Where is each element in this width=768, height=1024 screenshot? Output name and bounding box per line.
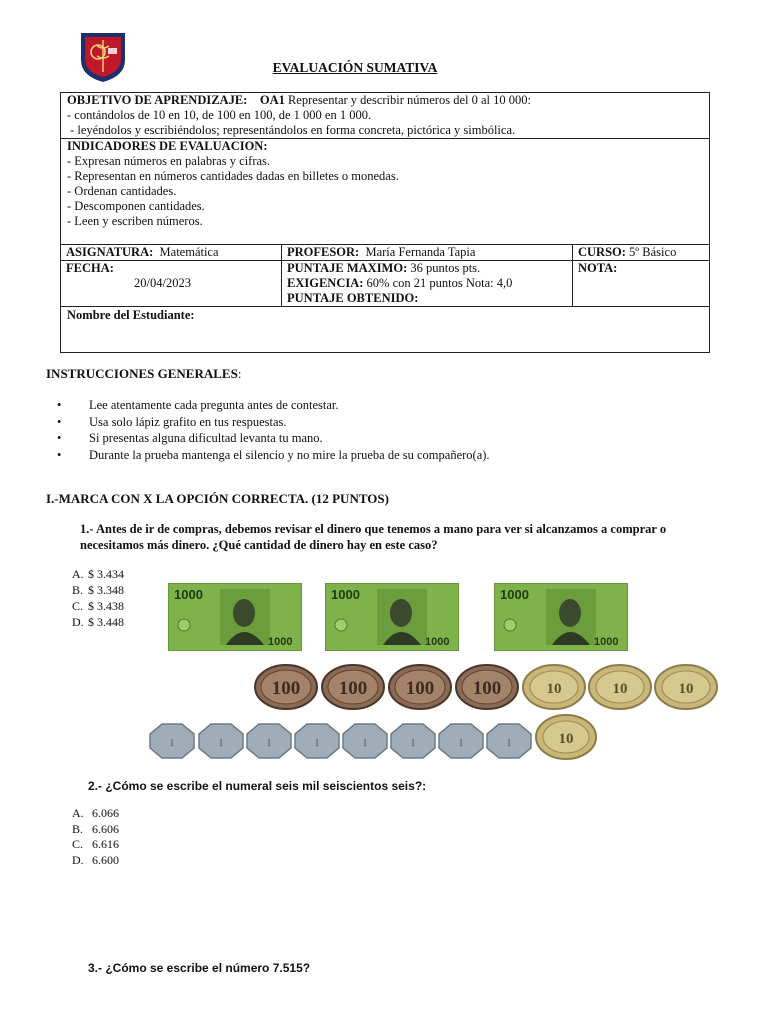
coin-100-image <box>388 664 452 710</box>
option-c[interactable]: C. 6.616 <box>72 837 119 851</box>
section-title: I.-MARCA CON X LA OPCIÓN CORRECTA. (12 PUNTOS) <box>46 491 389 506</box>
coin-1-image <box>293 722 341 760</box>
page-title: EVALUACIÓN SUMATIVA <box>272 60 438 75</box>
svg-text:1: 1 <box>314 737 320 749</box>
list-item: • Usa solo lápiz grafito en tus respuestas. <box>52 414 490 431</box>
subject-row: ASIGNATURA: Matemática PROFESOR: María Fernanda Tapia CURSO: 5º Básico <box>61 245 709 261</box>
coin-10-image <box>654 664 718 710</box>
student-name-cell[interactable]: Nombre del Estudiante: <box>67 308 195 322</box>
coin-10-image <box>535 714 597 760</box>
date-row: FECHA: 20/04/2023 PUNTAJE MAXIMO: 36 puntos pts. EXIGENCIA: 60% con 21 puntos Nota: 4,0 PUNTAJE OBTENIDO: NOTA: <box>61 261 709 307</box>
coin-1-image <box>437 722 485 760</box>
option-c[interactable]: C. $ 3.438 <box>72 599 124 613</box>
coin-1-image <box>485 722 533 760</box>
question-2-options <box>72 806 119 868</box>
list-item: • Lee atentamente cada pregunta antes de contestar. <box>52 397 490 414</box>
header-table <box>60 92 710 353</box>
coin-1-image <box>197 722 245 760</box>
svg-text:1: 1 <box>410 737 416 749</box>
coin-1-image <box>341 722 389 760</box>
svg-text:100: 100 <box>472 678 502 699</box>
coin-100-image <box>321 664 385 710</box>
svg-text:10: 10 <box>558 731 574 747</box>
svg-text:1000: 1000 <box>425 636 450 648</box>
objective-cell: OBJETIVO DE APRENDIZAJE: OA1 Representar y describir números del 0 al 10 000: - contándolos de 10 en 10, de 100 en 100, de 1 000 en 1 000. - leyéndolos y escribiéndolos; representándolos en forma concreta, pictórica y simbólica. <box>61 93 709 139</box>
svg-text:1000: 1000 <box>268 636 293 648</box>
svg-text:10: 10 <box>546 681 562 697</box>
coin-100-image <box>254 664 318 710</box>
svg-text:1: 1 <box>458 737 464 749</box>
svg-text:10: 10 <box>612 681 628 697</box>
bill-1000-image <box>168 583 302 651</box>
svg-text:1: 1 <box>266 737 272 749</box>
svg-text:100: 100 <box>271 678 301 699</box>
svg-text:1: 1 <box>218 737 224 749</box>
svg-text:1000: 1000 <box>594 636 619 648</box>
list-item: • Si presentas alguna dificultad levanta tu mano. <box>52 430 490 447</box>
svg-text:100: 100 <box>338 678 368 699</box>
list-item: • Durante la prueba mantenga el silencio y no mire la prueba de su compañero(a). <box>52 447 490 464</box>
indicators-cell: INDICADORES DE EVALUACION: - Expresan números en palabras y cifras. - Representan en números cantidades dadas en billetes o monedas. - Ordenan cantidades. - Descomponen cantidades. - Leen y escriben números. <box>61 139 709 245</box>
option-b[interactable]: B. $ 3.348 <box>72 583 124 597</box>
svg-text:1000: 1000 <box>331 587 360 602</box>
svg-text:1000: 1000 <box>174 587 203 602</box>
svg-text:100: 100 <box>405 678 435 699</box>
question-1-options <box>72 566 124 630</box>
instructions-title: INSTRUCCIONES GENERALES: <box>46 366 242 381</box>
coin-1-image <box>148 722 196 760</box>
coin-100-image <box>455 664 519 710</box>
option-b[interactable]: B. 6.606 <box>72 821 119 836</box>
coin-1-image <box>245 722 293 760</box>
svg-text:1: 1 <box>506 737 512 749</box>
svg-text:1: 1 <box>169 737 175 749</box>
question-1: 1.- Antes de ir de compras, debemos revisar el dinero que tenemos a mano para ver si alcanzamos a comprar o necesitamos más dinero. ¿Qué cantidad de dinero hay en este caso? <box>80 522 667 552</box>
option-d[interactable]: D. $ 3.448 <box>72 615 124 629</box>
bill-1000-image <box>325 583 459 651</box>
bill-1000-image <box>494 583 628 651</box>
instructions-list <box>52 397 490 463</box>
svg-text:1: 1 <box>362 737 368 749</box>
coin-10-image <box>588 664 652 710</box>
option-d[interactable]: D. 6.600 <box>72 852 119 867</box>
question-2: 2.- ¿Cómo se escribe el numeral seis mil seiscientos seis?: <box>88 779 427 793</box>
coin-1-image <box>389 722 437 760</box>
option-a[interactable]: A. 6.066 <box>72 806 119 820</box>
svg-text:1000: 1000 <box>500 587 529 602</box>
question-3: 3.- ¿Cómo se escribe el número 7.515? <box>88 961 311 975</box>
svg-text:10: 10 <box>678 681 694 697</box>
option-a[interactable]: A. $ 3.434 <box>72 567 124 581</box>
coin-10-image <box>522 664 586 710</box>
